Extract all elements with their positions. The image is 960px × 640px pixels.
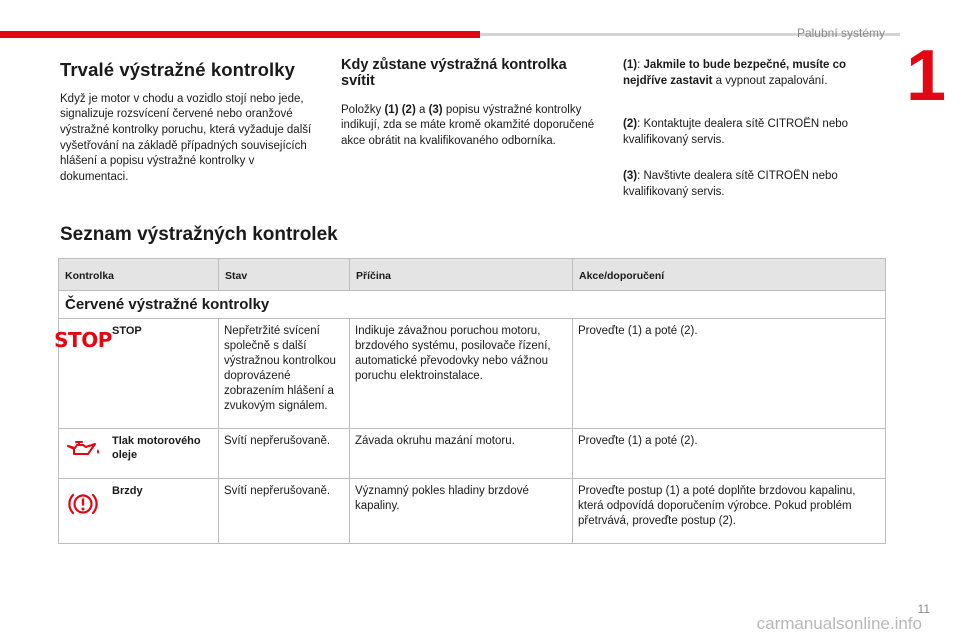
watermark: carmanualsonline.info: [756, 614, 922, 633]
references-column: [623, 58, 885, 221]
row-state: Svítí nepřerušovaně.: [219, 429, 350, 478]
oil-can-svg: [65, 440, 101, 458]
row-action: Proveďte (1) a poté (2).: [578, 435, 698, 447]
reference-item: (3): Navštivte dealera sítě CITROËN nebo kvalifikovaný servis.: [623, 170, 838, 198]
table-header: [59, 259, 885, 291]
list-heading: Seznam výstražných kontrolek: [60, 224, 338, 245]
row-state: Nepřetržité svícení společně s další výstražnou kontrolkou doprovázené zobrazením hlášení a zvukovým signálem.: [219, 319, 350, 428]
table-row: [59, 479, 885, 543]
when-on-text: Položky (1) (2) a (3) popisu výstražné kontrolky indikují, zda se máte kromě okamžité doporučené akce obrátit na kvalifikovaného odborníka.: [341, 103, 595, 147]
row-cause: Významný pokles hladiny brzdové kapaliny.: [350, 479, 573, 543]
section-title: Palubní systémy: [796, 26, 885, 40]
group-heading: Červené výstražné kontrolky: [59, 291, 885, 319]
stop-icon: STOP: [54, 328, 112, 352]
row-action: Proveďte postup (1) a poté doplňte brzdovou kapalinu, která odpovídá doporučením výrobce. Pokud problém přetrvává, proveďte postup (2).: [578, 485, 856, 527]
row-name: Brzdy: [107, 479, 219, 543]
oil-can-icon: [59, 429, 107, 478]
row-name: Tlak motorového oleje: [107, 429, 219, 478]
header-cell: Kontrolka: [59, 259, 219, 290]
row-name: STOP: [107, 319, 219, 428]
row-cause: Indikuje závažnou poruchou motoru, brzdového systému, posilovače řízení, automatické převodovky nebo vážnou poruchu elektroinstalace.: [350, 319, 573, 428]
header-cell: Stav: [219, 259, 350, 290]
row-state: Svítí nepřerušovaně.: [219, 479, 350, 543]
table-row: [59, 429, 885, 479]
intro-text: Když je motor v chodu a vozidlo stojí nebo jede, signalizuje rozsvícení červené nebo oranžové výstražné kontrolky poruchu, která vyžaduje další vyšetřování na základě případných souvisejících hlášení a popisu výstražné kontrolky v dokumentaci.: [60, 92, 312, 183]
warning-lights-table: [54, 258, 886, 544]
brake-icon: [59, 479, 107, 543]
header-red-bar: [0, 31, 480, 38]
row-action: Proveďte (1) a poté (2).: [578, 325, 698, 337]
page-number: 11: [917, 602, 930, 616]
reference-item: (2): Kontaktujte dealera sítě CITROËN nebo kvalifikovaný servis.: [623, 118, 849, 146]
when-on-heading: Kdy zůstane výstražná kontrolka svítit: [341, 57, 567, 89]
row-cause: Závada okruhu mazání motoru.: [350, 429, 573, 478]
table-row: [54, 319, 885, 429]
reference-item: (1): Jakmile to bude bezpečné, musíte co nejdříve zastavit a vypnout zapalování.: [623, 59, 847, 87]
chapter-number: 1: [905, 36, 946, 116]
when-on-column: [341, 58, 604, 149]
intro-heading: Trvalé výstražné kontrolky: [60, 59, 295, 80]
intro-column: [60, 58, 322, 185]
brake-svg: [67, 490, 99, 518]
header-cell: Příčina: [350, 259, 573, 290]
header-cell: Akce/doporučení: [579, 270, 665, 282]
